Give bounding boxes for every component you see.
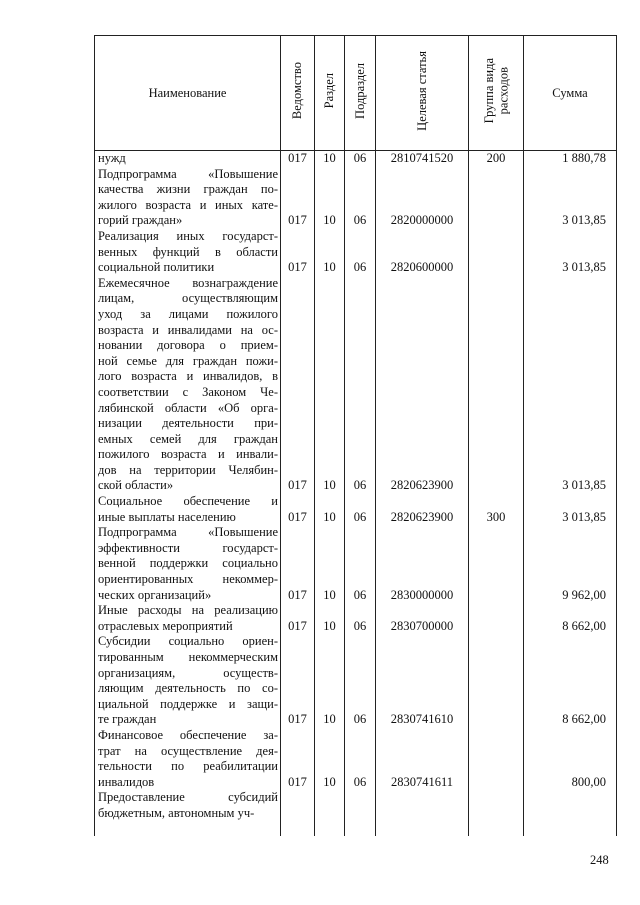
row-expense-group <box>469 525 524 603</box>
row-target: 2820000000 <box>376 167 469 229</box>
row-name-line: лицам, осуществляющим <box>98 291 278 306</box>
row-dept: 017 <box>281 525 315 603</box>
row-sum: 1 880,78 <box>524 151 617 167</box>
row-name-line: лого возраста и инвалидов, в <box>98 369 278 384</box>
table-row <box>95 276 617 494</box>
row-dept: 017 <box>281 151 315 167</box>
row-name-line: Ежемесячное вознаграждение <box>98 275 278 290</box>
row-sum: 3 013,85 <box>524 167 617 229</box>
row-target <box>376 790 469 836</box>
row-section: 10 <box>315 167 345 229</box>
row-target: 2820600000 <box>376 229 469 276</box>
row-sum: 3 013,85 <box>524 494 617 525</box>
row-name-line: те граждан <box>98 712 157 727</box>
row-name-line: организациям, осуществ- <box>98 665 278 680</box>
row-target: 2830741611 <box>376 728 469 790</box>
row-name-line: ориентированных некоммер- <box>98 572 278 587</box>
row-sum: 3 013,85 <box>524 276 617 494</box>
row-name-line: отраслевых мероприятий <box>98 618 233 633</box>
row-subsection: 06 <box>345 603 376 634</box>
table-row <box>95 167 617 229</box>
row-subsection: 06 <box>345 229 376 276</box>
row-dept: 017 <box>281 634 315 728</box>
row-name <box>95 603 281 634</box>
table-row <box>95 790 617 836</box>
row-expense-group <box>469 603 524 634</box>
row-name-line: эффективности государст- <box>98 540 278 555</box>
row-name-line: Реализация иных государст- <box>98 228 278 243</box>
row-name-line: инвалидов <box>98 774 155 789</box>
header-name: Наименование <box>95 36 281 151</box>
table-row <box>95 151 617 167</box>
row-subsection: 06 <box>345 525 376 603</box>
row-name-line: возраста и инвалидами на ос- <box>98 322 278 337</box>
table-row <box>95 728 617 790</box>
row-section: 10 <box>315 728 345 790</box>
row-name-line: дов на территории Челябин- <box>98 462 278 477</box>
row-subsection: 06 <box>345 634 376 728</box>
row-name <box>95 276 281 494</box>
row-section: 10 <box>315 634 345 728</box>
row-name-line: Иные расходы на реализацию <box>98 603 278 618</box>
header-target: Целевая статья <box>376 36 469 151</box>
row-name <box>95 151 281 167</box>
row-subsection: 06 <box>345 151 376 167</box>
header-section: Раздел <box>315 36 345 151</box>
row-name-line: горий граждан» <box>98 213 183 228</box>
budget-table-page <box>94 35 617 836</box>
row-subsection: 06 <box>345 728 376 790</box>
row-name <box>95 229 281 276</box>
row-dept: 017 <box>281 728 315 790</box>
row-name-line: социальной политики <box>98 260 215 275</box>
row-target: 2830700000 <box>376 603 469 634</box>
row-sum: 8 662,00 <box>524 603 617 634</box>
row-name-line: ной семье для граждан пожи- <box>98 353 278 368</box>
row-target: 2810741520 <box>376 151 469 167</box>
row-subsection: 06 <box>345 167 376 229</box>
row-name-line: низации деятельности при- <box>98 416 278 431</box>
row-subsection: 06 <box>345 276 376 494</box>
row-name <box>95 728 281 790</box>
row-name-line: Подпрограмма «Повышение <box>98 166 278 181</box>
row-name <box>95 167 281 229</box>
row-name-line: трат на осуществление дея- <box>98 743 278 758</box>
row-expense-group <box>469 229 524 276</box>
row-name-line: бюджетным, автономным уч- <box>98 805 255 820</box>
row-name-line: Подпрограмма «Повышение <box>98 525 278 540</box>
row-subsection <box>345 790 376 836</box>
row-name-line: лябинской области «Об орга- <box>98 400 278 415</box>
row-name-line: соответствии с Законом Че- <box>98 384 278 399</box>
row-expense-group: 300 <box>469 494 524 525</box>
row-section: 10 <box>315 151 345 167</box>
row-section: 10 <box>315 229 345 276</box>
row-expense-group <box>469 276 524 494</box>
row-name-line: Социальное обеспечение и <box>98 494 278 509</box>
row-name-line: пожилого возраста и инвали- <box>98 447 278 462</box>
row-sum: 3 013,85 <box>524 229 617 276</box>
row-dept <box>281 790 315 836</box>
row-dept: 017 <box>281 603 315 634</box>
budget-table <box>94 35 617 836</box>
row-dept: 017 <box>281 494 315 525</box>
row-section <box>315 790 345 836</box>
row-target: 2830741610 <box>376 634 469 728</box>
table-row <box>95 525 617 603</box>
row-expense-group: 200 <box>469 151 524 167</box>
table-row <box>95 634 617 728</box>
row-name-line: Субсидии социально ориен- <box>98 634 278 649</box>
row-name-line: Предоставление субсидий <box>98 790 278 805</box>
row-name-line: жилого возраста и иных кате- <box>98 197 278 212</box>
row-target: 2830000000 <box>376 525 469 603</box>
row-name <box>95 525 281 603</box>
header-sum: Сумма <box>524 36 617 151</box>
row-expense-group <box>469 728 524 790</box>
table-row <box>95 229 617 276</box>
page-number: 248 <box>590 853 609 867</box>
row-name-line: уход за лицами пожилого <box>98 306 278 321</box>
row-name-line: тельности по реабилитации <box>98 759 278 774</box>
table-row <box>95 603 617 634</box>
row-name-line: ляющим деятельность по со- <box>98 681 278 696</box>
row-name-line: венной поддержки социально <box>98 556 278 571</box>
row-dept: 017 <box>281 167 315 229</box>
row-name-line: качества жизни граждан по- <box>98 182 278 197</box>
row-sum: 8 662,00 <box>524 634 617 728</box>
row-subsection: 06 <box>345 494 376 525</box>
row-name-line: циальной поддержке и защи- <box>98 696 278 711</box>
row-expense-group <box>469 790 524 836</box>
row-target: 2820623900 <box>376 494 469 525</box>
row-expense-group <box>469 634 524 728</box>
row-name <box>95 634 281 728</box>
row-sum <box>524 790 617 836</box>
row-name <box>95 494 281 525</box>
row-name-line: нужд <box>98 151 126 165</box>
row-name-line: тированным некоммерческим <box>98 650 278 664</box>
row-sum: 800,00 <box>524 728 617 790</box>
table-header-row <box>95 36 617 151</box>
row-name-line: Финансовое обеспечение за- <box>98 727 278 742</box>
row-section: 10 <box>315 494 345 525</box>
header-subsection: Подраздел <box>345 36 376 151</box>
row-name <box>95 790 281 836</box>
row-dept: 017 <box>281 276 315 494</box>
row-target: 2820623900 <box>376 276 469 494</box>
row-expense-group <box>469 167 524 229</box>
header-dept: Ведомство <box>281 36 315 151</box>
row-section: 10 <box>315 525 345 603</box>
row-name-line: ской области» <box>98 478 174 493</box>
row-name-line: иные выплаты населению <box>98 509 236 524</box>
header-expense-group: Группа вида расходов <box>469 36 524 151</box>
table-row <box>95 494 617 525</box>
row-name-line: венных функций в области <box>98 244 278 259</box>
row-name-line: ческих организаций» <box>98 587 212 602</box>
row-name-line: емных семей для граждан <box>98 431 278 446</box>
row-sum: 9 962,00 <box>524 525 617 603</box>
row-name-line: новании договора о прием- <box>98 338 278 353</box>
row-dept: 017 <box>281 229 315 276</box>
row-section: 10 <box>315 276 345 494</box>
row-section: 10 <box>315 603 345 634</box>
